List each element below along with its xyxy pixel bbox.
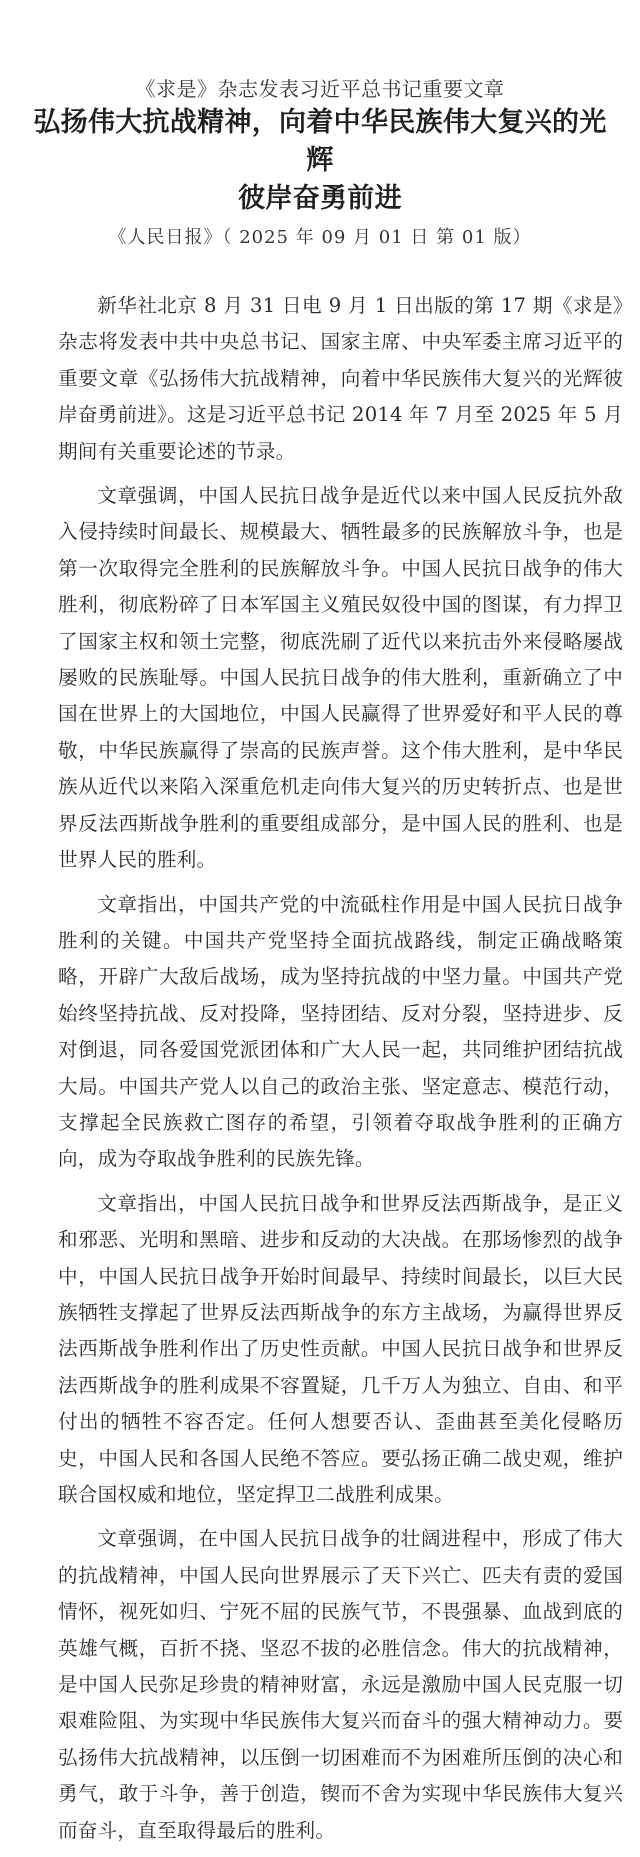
article-headline	[20, 104, 620, 218]
article-source: 《人民日报》（ 2025 年 09 月 01 日 第 01 版）	[108, 227, 532, 248]
body-paragraph-2: 文章强调，中国人民抗日战争是近代以来中国人民反抗外敌入侵持续时间最长、规模最大、牺牲最多的民族解放斗争，也是第一次取得完全胜利的民族解放斗争。中国人民抗日战争的伟大胜利，彻底粉碎了日本军国主义殖民奴役中国的图谋，有力捍卫了国家主权和领土完整，彻底洗刷了近代以来抗击外来侵略屡战屡败的民族耻辱。中国人民抗日战争的伟大胜利，重新确立了中国在世界上的大国地位，中国人民赢得了世界爱好和平人民的尊敬，中华民族赢得了崇高的民族声誉。这个伟大胜利，是中华民族从近代以来陷入深重危机走向伟大复兴的历史转折点、也是世界反法西斯战争胜利的重要组成部分，是中国人民的胜利、也是世界人民的胜利。	[58, 484, 623, 872]
headline-line-1: 弘扬伟大抗战精神，向着中华民族伟大复兴的光辉	[33, 107, 607, 176]
article-body	[58, 288, 623, 1857]
body-paragraph-3: 文章指出，中国共产党的中流砥柱作用是中国人民抗日战争胜利的关键。中国共产党坚持全面抗战路线，制定正确战略策略，开辟广大敌后战场，成为坚持抗战的中坚力量。中国共产党始终坚持抗战、反对投降，坚持团结、反对分裂，坚持进步、反对倒退，同各爱国党派团体和广大人民一起，共同维护团结抗战大局。中国共产党人以自己的政治主张、坚定意志、模范行动，支撑起全民族救亡图存的希望，引领着夺取战争胜利的正确方向，成为夺取战争胜利的民族先锋。	[58, 892, 623, 1171]
body-paragraph-1: 新华社北京 8 月 31 日电 9 月 1 日出版的第 17 期《求是》杂志将发表中共中央总书记、国家主席、中央军委主席习近平的重要文章《弘扬伟大抗战精神，向着中华民族伟大复兴的光辉彼岸奋勇前进》。这是习近平总书记 2014 年 7 月至 2025 年 5 月期间有关重要论述的节录。	[58, 294, 623, 463]
article-kicker: 《求是》杂志发表习近平总书记重要文章	[135, 77, 505, 101]
headline-line-2: 彼岸奋勇前进	[238, 183, 402, 214]
body-paragraph-5: 文章强调，在中国人民抗日战争的壮阔进程中，形成了伟大的抗战精神，中国人民向世界展示了天下兴亡、匹夫有责的爱国情怀，视死如归、宁死不屈的民族气节，不畏强暴、血战到底的英雄气概，百折不挠、坚忍不拔的必胜信念。伟大的抗战精神，是中国人民弥足珍贵的精神财富，永远是激励中国人民克服一切艰难险阻、为实现中华民族伟大复兴而奋斗的强大精神动力。要弘扬伟大抗战精神，以压倒一切困难而不为困难所压倒的决心和勇气，敢于斗争，善于创造，锲而不舍为实现中华民族伟大复兴而奋斗，直至取得最后的胜利。	[58, 1527, 623, 1842]
body-paragraph-4: 文章指出，中国人民抗日战争和世界反法西斯战争，是正义和邪恶、光明和黑暗、进步和反动的大决战。在那场惨烈的战争中，中国人民抗日战争开始时间最早、持续时间最长，以巨大民族牺牲支撑起了世界反法西斯战争的东方主战场，为赢得世界反法西斯战争胜利作出了历史性贡献。中国人民抗日战争和世界反法西斯战争的胜利成果不容置疑，几千万人为独立、自由、和平付出的牺牲不容否定。任何人想要否认、歪曲甚至美化侵略历史，中国人民和各国人民绝不答应。要弘扬正确二战史观，维护联合国权威和地位，坚定捍卫二战胜利成果。	[58, 1191, 623, 1506]
